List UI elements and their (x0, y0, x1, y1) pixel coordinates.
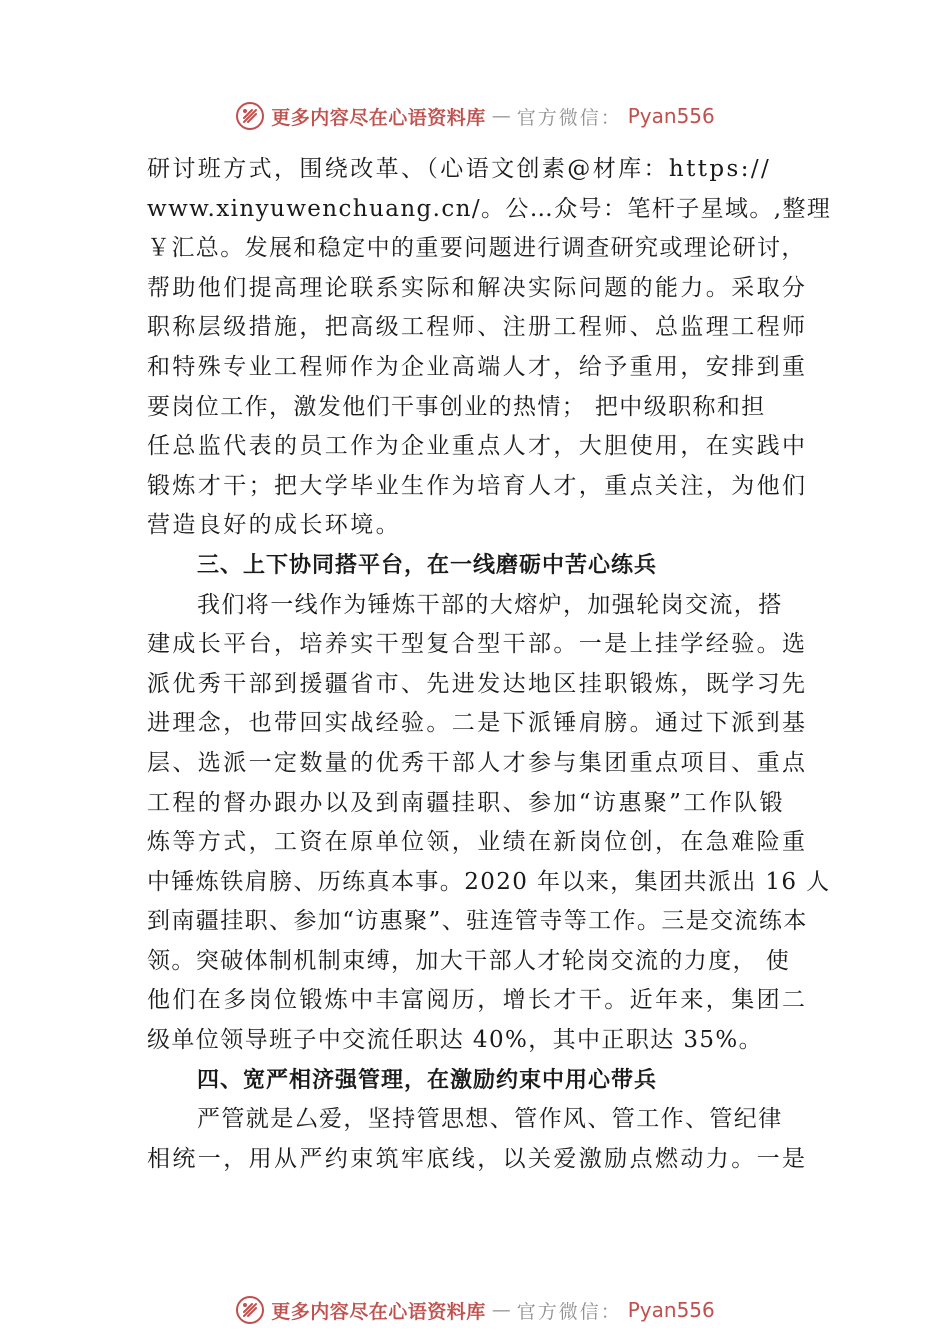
official-wechat-label: 官方微信： (516, 1300, 622, 1323)
brand-logo-icon (235, 1295, 265, 1325)
paragraph-line: 中锤炼铁肩膀、历练真本事。2020 年以来，集团共派出 16 人 (147, 868, 831, 895)
paragraph-line: 研讨班方式，围绕改革、（心语文创素@材库：https:// (147, 156, 772, 182)
paragraph-line: 营造良好的成长环境。 (147, 512, 401, 539)
official-wechat-label: 官方微信： (516, 106, 622, 129)
brand-name: 更多内容尽在心语资料库 (271, 1300, 486, 1323)
paragraph-line: 到南疆挂职、参加“访惠聚”、驻连管寺等工作。三是交流练本 (147, 908, 808, 935)
paragraph-line: 严管就是厶爱，坚持管思想、管作风、管工作、管纪律 (197, 1106, 783, 1133)
brand-logo-icon (235, 101, 265, 131)
brand-name: 更多内容尽在心语资料库 (271, 106, 486, 129)
paragraph-line: 炼等方式，工资在原单位领，业绩在新岗位创，在急难险重 (147, 829, 808, 856)
section-heading-3: 三、上下协同搭平台，在一线磨砺中苦心练兵 (197, 552, 658, 578)
paragraph-line: 我们将一线作为锤炼干部的大熔炉，加强轮岗交流，搭 (197, 591, 783, 618)
paragraph-line: 层、选派一定数量的优秀干部人才参与集团重点项目、重点 (147, 749, 808, 776)
paragraph-line: 级单位领导班子中交流任职达 40%，其中正职达 35%。 (147, 1027, 764, 1054)
paragraph-line: 和特殊专业工程师作为企业高端人才，给予重用，安排到重 (147, 353, 808, 380)
paragraph-line: 派优秀干部到援疆省市、先进发达地区挂职锻炼，既学习先 (147, 670, 808, 697)
paragraph-line: 职称层级措施，把高级工程师、注册工程师、总监理工程师 (147, 314, 808, 341)
paragraph-line: 他们在多岗位锻炼中丰富阅历，增长才干。近年来，集团二 (147, 987, 808, 1014)
watermark-banner-bottom (0, 1290, 950, 1330)
paragraph-line: 进理念，也带回实战经验。二是下派锤肩膀。通过下派到基 (147, 710, 808, 737)
paragraph-line: 锻炼才干；把大学毕业生作为培育人才，重点关注，为他们 (147, 472, 808, 499)
paragraph-line: 工程的督办跟办以及到南疆挂职、参加“访惠聚”工作队锻 (147, 789, 785, 816)
paragraph-line: www.xinyuwenchuang.cn/。公…众号：笔杆子星域。,整理 (147, 195, 832, 222)
paragraph-line: 帮助他们提高理论联系实际和解决实际问题的能力。采取分 (147, 274, 808, 301)
wechat-id: Pyan556 (627, 104, 715, 128)
paragraph-line: 领。突破体制机制束缚，加大干部人才轮岗交流的力度， 使 (147, 947, 791, 974)
paragraph-line: 建成长平台，培养实干型复合型干部。一是上挂学经验。选 (147, 631, 808, 658)
banner-separator: — (491, 1299, 511, 1321)
paragraph-line: ￥汇总。发展和稳定中的重要问题进行调查研究或理论研讨， (147, 235, 806, 262)
banner-separator: — (491, 105, 511, 127)
wechat-id: Pyan556 (627, 1298, 715, 1322)
paragraph-line: 任总监代表的员工作为企业重点人才，大胆使用，在实践中 (147, 433, 808, 460)
section-heading-4: 四、宽严相济强管理，在激励约束中用心带兵 (197, 1067, 658, 1093)
paragraph-line: 要岗位工作，激发他们干事创业的热情； 把中级职称和担 (147, 393, 766, 420)
paragraph-line: 相统一，用从严约束筑牢底线，以关爱激励点燃动力。一是 (147, 1145, 808, 1172)
watermark-banner-top (0, 96, 950, 136)
document-body (147, 150, 832, 1179)
